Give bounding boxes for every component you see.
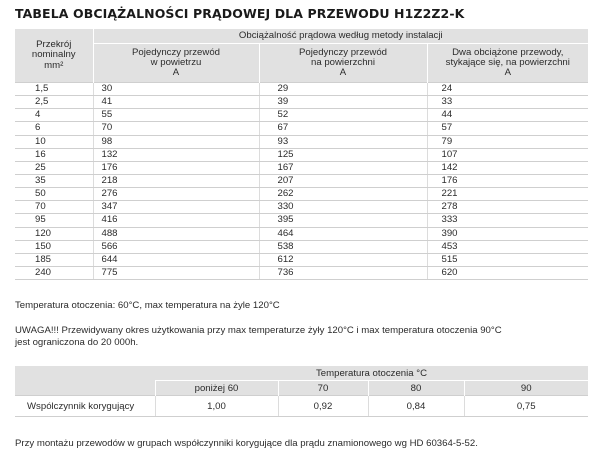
column-header-unit: A (172, 67, 180, 79)
column-header-line: stykające się, na powierzchni (445, 56, 570, 68)
warning-note (15, 325, 575, 349)
table-row (15, 266, 588, 279)
table-row (15, 188, 588, 201)
page-title: TABELA OBCIĄŻALNOŚCI PRĄDOWEJ DLA PRZEWODU H1Z2Z2-K (15, 6, 465, 21)
correction-corner-cell (15, 381, 155, 396)
ampacity-cell: 488 (93, 227, 259, 240)
ampacity-cell: 98 (93, 135, 259, 148)
column-header-unit: A (504, 67, 511, 79)
column-header-line: na powierzchni (311, 56, 375, 68)
correction-factor-cell: 1,00 (155, 396, 278, 417)
ampacity-cell: 167 (259, 161, 427, 174)
column-header-single-surface (259, 44, 427, 83)
ampacity-cell: 39 (259, 96, 427, 109)
ampacity-cell: 30 (93, 83, 259, 96)
correction-corner-cell (15, 366, 155, 381)
table-row (15, 122, 588, 135)
ampacity-cell: 736 (259, 266, 427, 279)
table-row (15, 83, 588, 96)
ampacity-cell: 57 (427, 122, 588, 135)
table-row (15, 227, 588, 240)
ampacity-cell: 44 (427, 109, 588, 122)
table-row (15, 201, 588, 214)
temperature-column-header: 90 (464, 381, 588, 396)
temperature-column-header: 70 (278, 381, 368, 396)
ampacity-cell: 207 (259, 174, 427, 187)
cross-section-cell: 35 (15, 174, 93, 187)
ampacity-cell: 79 (427, 135, 588, 148)
ampacity-cell: 221 (427, 188, 588, 201)
ampacity-cell: 262 (259, 188, 427, 201)
ampacity-cell: 390 (427, 227, 588, 240)
ampacity-cell: 41 (93, 96, 259, 109)
table-row (15, 253, 588, 266)
cross-section-header-line: nominalny (31, 49, 76, 61)
column-header-unit: A (339, 67, 347, 79)
column-header-line: w powietrzu (150, 56, 202, 68)
cross-section-cell: 25 (15, 161, 93, 174)
table-row (15, 109, 588, 122)
column-header-single-air (93, 44, 259, 83)
ampacity-cell: 612 (259, 253, 427, 266)
cross-section-cell: 6 (15, 122, 93, 135)
warning-line: jest ograniczona do 20 000h. (15, 337, 139, 348)
ampacity-cell: 347 (93, 201, 259, 214)
ampacity-cell: 176 (427, 174, 588, 187)
table-row (15, 396, 588, 417)
cross-section-cell: 95 (15, 214, 93, 227)
correction-factor-label: Wspólczynnik korygujący (15, 396, 155, 417)
cross-section-header-line: mm² (44, 59, 64, 71)
table-row (15, 240, 588, 253)
cross-section-header (15, 29, 93, 83)
ampacity-cell: 107 (427, 148, 588, 161)
table-row (15, 174, 588, 187)
cross-section-cell: 1,5 (15, 83, 93, 96)
ampacity-cell: 29 (259, 83, 427, 96)
cross-section-cell: 185 (15, 253, 93, 266)
ampacity-cell: 132 (93, 148, 259, 161)
ampacity-cell: 70 (93, 122, 259, 135)
ampacity-cell: 276 (93, 188, 259, 201)
ampacity-header-row (15, 29, 588, 44)
ampacity-cell: 93 (259, 135, 427, 148)
cross-section-cell: 240 (15, 266, 93, 279)
ambient-temperature-header: Temperatura otoczenia °C (316, 367, 428, 379)
ampacity-cell: 395 (259, 214, 427, 227)
ampacity-cell: 464 (259, 227, 427, 240)
correction-header-row (15, 366, 588, 381)
column-header-line: Pojedynczy przewód (299, 46, 387, 58)
ampacity-cell: 24 (427, 83, 588, 96)
cross-section-cell: 2,5 (15, 96, 93, 109)
column-header-line: Pojedynczy przewód (132, 46, 220, 58)
cross-section-cell: 16 (15, 148, 93, 161)
ampacity-cell: 67 (259, 122, 427, 135)
ampacity-cell: 278 (427, 201, 588, 214)
cross-section-cell: 4 (15, 109, 93, 122)
temperature-note: Temperatura otoczenia: 60°C, max temperatura na żyle 120°C (15, 300, 280, 311)
warning-line: UWAGA!!! Przewidywany okres użytkowania przy max temperaturze żyły 120°C i max temperatura otoczenia 90°C (15, 325, 502, 336)
ampacity-cell: 644 (93, 253, 259, 266)
ampacity-cell: 330 (259, 201, 427, 214)
ampacity-cell: 52 (259, 109, 427, 122)
ampacity-cell: 515 (427, 253, 588, 266)
ampacity-cell: 453 (427, 240, 588, 253)
correction-factor-table (15, 366, 588, 417)
ampacity-cell: 538 (259, 240, 427, 253)
correction-factor-cell: 0,92 (278, 396, 368, 417)
column-header-line: Dwa obciążone przewody, (452, 46, 564, 58)
table-row (15, 161, 588, 174)
table-row (15, 214, 588, 227)
ampacity-subheader-row (15, 44, 588, 83)
ampacity-cell: 566 (93, 240, 259, 253)
ampacity-table (15, 29, 588, 280)
cross-section-cell: 120 (15, 227, 93, 240)
ampacity-cell: 620 (427, 266, 588, 279)
correction-factor-cell: 0,75 (464, 396, 588, 417)
ampacity-cell: 33 (427, 96, 588, 109)
ampacity-cell: 218 (93, 174, 259, 187)
ampacity-cell: 333 (427, 214, 588, 227)
cross-section-header-line: Przekrój (36, 39, 72, 51)
ampacity-cell: 125 (259, 148, 427, 161)
cross-section-cell: 50 (15, 188, 93, 201)
cross-section-cell: 10 (15, 135, 93, 148)
correction-factor-cell: 0,84 (368, 396, 464, 417)
correction-subheader-row (15, 381, 588, 396)
ampacity-cell: 416 (93, 214, 259, 227)
ampacity-cell: 775 (93, 266, 259, 279)
ampacity-cell: 176 (93, 161, 259, 174)
column-header-two-touching (427, 44, 588, 83)
table-row (15, 96, 588, 109)
cross-section-cell: 150 (15, 240, 93, 253)
temperature-column-header: poniżej 60 (155, 381, 278, 396)
ampacity-cell: 55 (93, 109, 259, 122)
ampacity-cell: 142 (427, 161, 588, 174)
installation-method-header: Obciążalność prądowa według metody instalacji (238, 29, 443, 41)
grouping-footnote: Przy montażu przewodów w grupach współczynniki korygujące dla prądu znamionowego wg HD 60364-5-52. (15, 438, 478, 449)
table-row (15, 135, 588, 148)
temperature-column-header: 80 (368, 381, 464, 396)
cross-section-cell: 70 (15, 201, 93, 214)
table-row (15, 148, 588, 161)
